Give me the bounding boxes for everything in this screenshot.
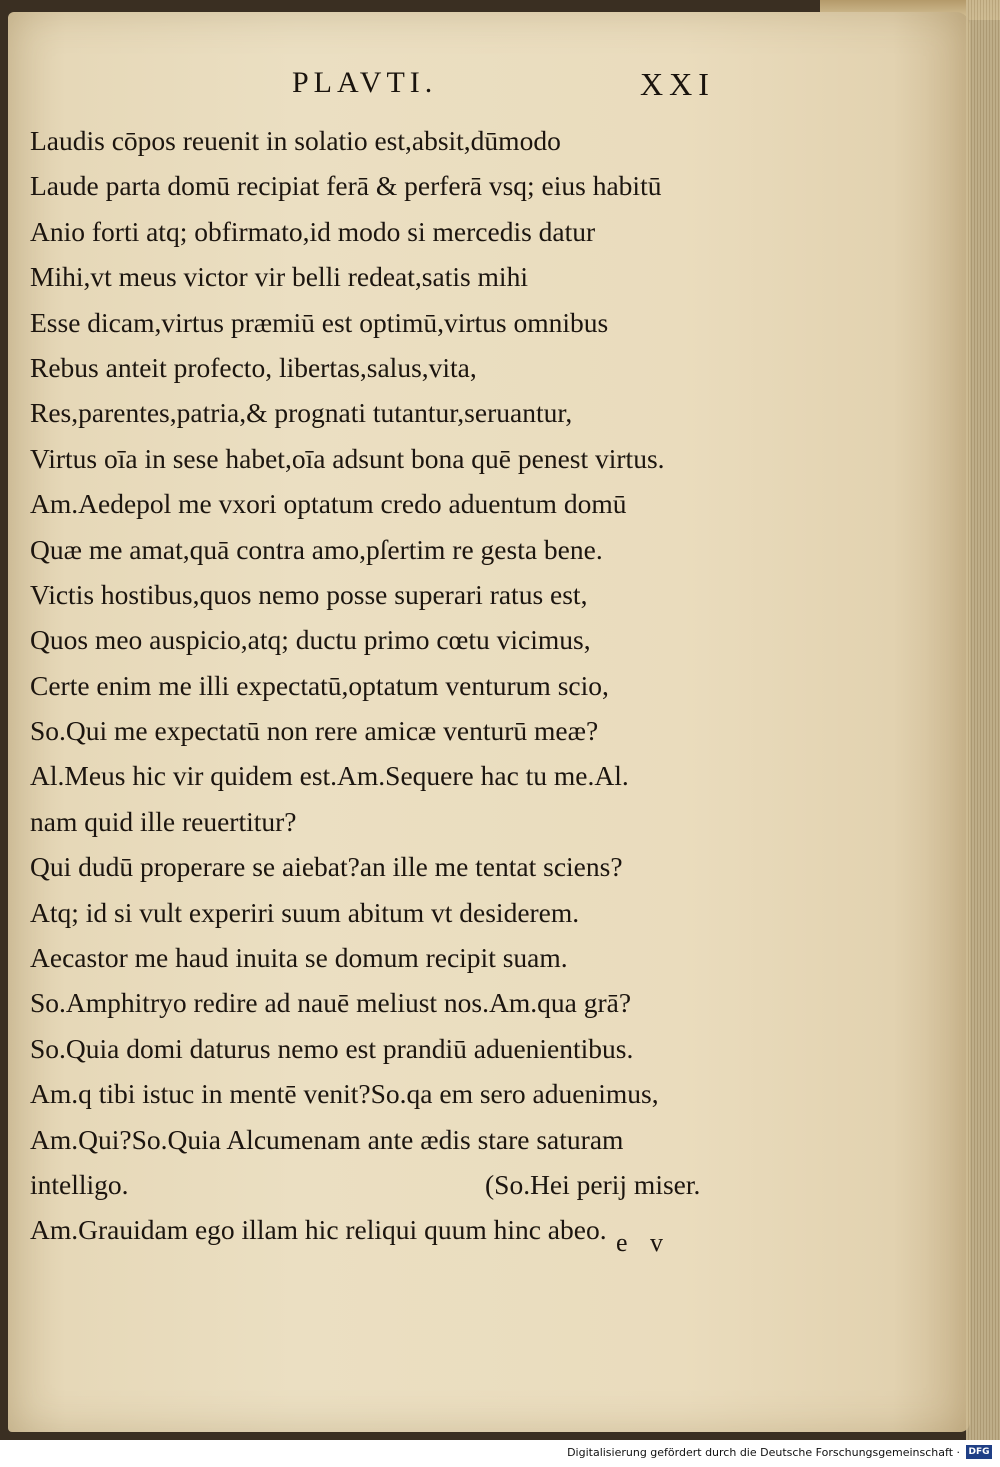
verse-line: Am.Qui?So.Quia Alcumenam ante ædis stare saturam (30, 1123, 624, 1155)
verse-line: So.Amphitryo redire ad nauē meliust nos.Am.qua grā? (30, 987, 632, 1019)
verse-line: Am.Grauidam ego illam hic reliqui quum hinc abeo. (30, 1214, 607, 1246)
verse-line: Laude parta domū recipiat ferā & perferā vsq; eius habitū (30, 170, 662, 202)
verse-line: Am.Aedepol me vxori optatum credo aduentum domū (30, 488, 627, 520)
verse-line: Esse dicam,virtus præmiū est optimū,virtus omnibus (30, 306, 609, 338)
verse-line-right: (So.Hei perij miser. (485, 1168, 701, 1200)
running-head: PLAVTI. (292, 66, 438, 99)
verse-text-block (30, 118, 810, 1253)
verse-line: Victis hostibus,quos nemo posse superari ratus est, (30, 578, 588, 610)
verse-line: Atq; id si vult experiri suum abitum vt desiderem. (30, 896, 580, 928)
verse-line: So.Quia domi daturus nemo est prandiū aduenientibus. (30, 1032, 634, 1064)
verse-line: Quos meo auspicio,atq; ductu primo cœtu vicimus, (30, 624, 591, 656)
verse-line: Mihi,vt meus victor vir belli redeat,satis mihi (30, 261, 528, 293)
folio-number: XXI (640, 66, 715, 102)
verse-line: So.Qui me expectatū non rere amicæ venturū meæ? (30, 715, 599, 747)
verse-line: Res,parentes,patria,& prognati tutantur,seruantur, (30, 397, 573, 429)
verse-line: Rebus anteit profecto, libertas,salus,vita, (30, 351, 477, 383)
funding-credit: Digitalisierung gefördert durch die Deutsche Forschungsgemeinschaft · (567, 1446, 960, 1459)
verse-line: Quæ me amat,quā contra amo,pſertim re gesta bene. (30, 533, 603, 565)
verse-line: Certe enim me illi expectatū,optatum venturum scio, (30, 669, 609, 701)
verse-line: Aecastor me haud inuita se domum recipit suam. (30, 942, 568, 974)
verse-line: nam quid ille reuertitur? (30, 805, 297, 837)
verse-line: Virtus oīa in sese habet,oīa adsunt bona quē penest virtus. (30, 442, 665, 474)
verse-line: Am.q tibi istuc in mentē venit?So.qa em sero aduenimus, (30, 1078, 659, 1110)
footer-bar (0, 1440, 1000, 1467)
dfg-logo-icon: DFG (966, 1445, 992, 1459)
page-header (0, 66, 1000, 116)
signature-mark: e v (616, 1228, 672, 1257)
verse-line-left: intelligo. (30, 1168, 129, 1200)
verse-line: Laudis cōpos reuenit in solatio est,absit,dūmodo (30, 125, 561, 156)
verse-line: Al.Meus hic vir quidem est.Am.Sequere hac tu me.Al. (30, 760, 629, 792)
verse-line-split (30, 1162, 810, 1207)
verse-line: Qui dudū properare se aiebat?an ille me tentat sciens? (30, 851, 623, 883)
page-fore-edge (966, 0, 1000, 1440)
verse-line: Anio forti atq; obfirmato,id modo si mercedis datur (30, 215, 596, 247)
